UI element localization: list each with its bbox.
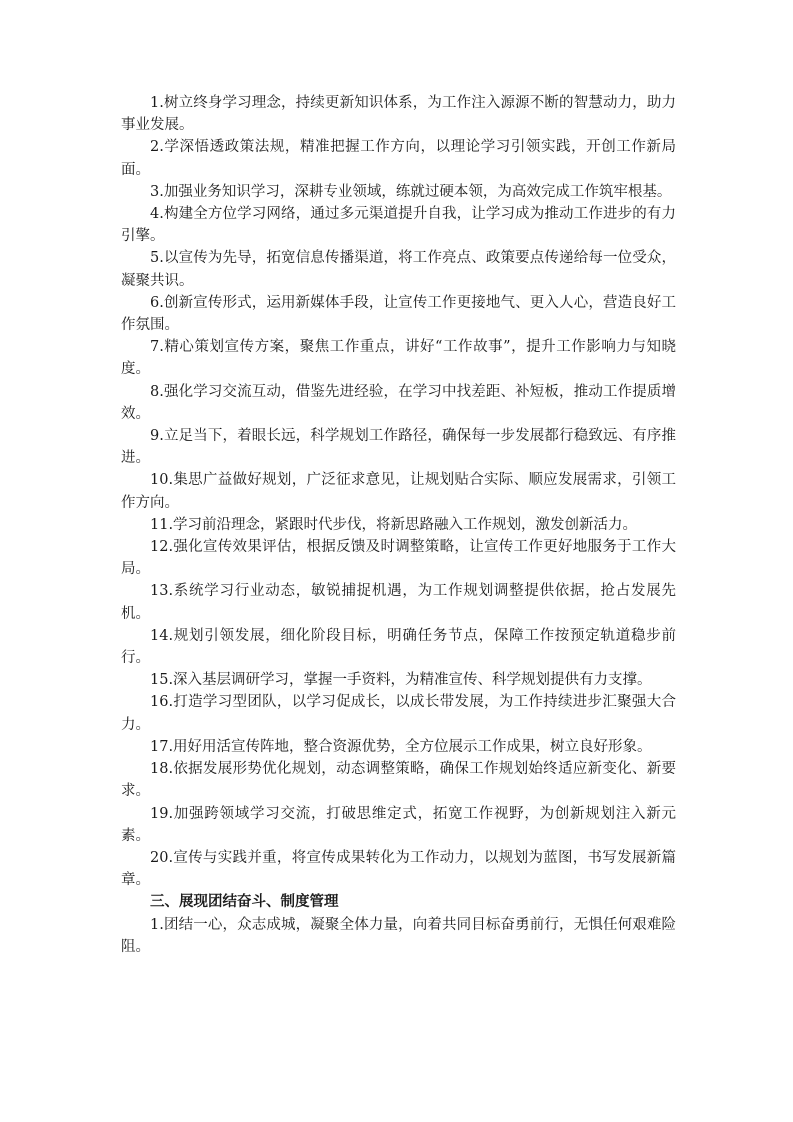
list-item: 4.构建全方位学习网络，通过多元渠道提升自我，让学习成为推动工作进步的有力引擎。	[121, 206, 676, 245]
list-item: 19.加强跨领域学习交流，打破思维定式，拓宽工作视野，为创新规划注入新元素。	[121, 805, 676, 844]
section-heading: 三、展现团结奋斗、制度管理	[150, 893, 339, 911]
list-item: 11.学习前沿理念，紧跟时代步伐，将新思路融入工作规划，激发创新活力。	[150, 516, 638, 533]
document-body	[121, 92, 676, 958]
list-item: 5.以宣传为先导，拓宽信息传播渠道，将工作亮点、政策要点传递给每一位受众，凝聚共识。	[121, 250, 676, 289]
list-item: 17.用好用活宣传阵地，整合资源优势，全方位展示工作成果，树立良好形象。	[150, 738, 652, 755]
list-item: 15.深入基层调研学习，掌握一手资料，为精准宣传、科学规划提供有力支撑。	[150, 672, 652, 689]
list-item: 10.集思广益做好规划，广泛征求意见，让规划贴合实际、顺应发展需求，引领工作方向。	[121, 472, 676, 511]
list-item: 13.系统学习行业动态，敏锐捕捉机遇，为工作规划调整提供依据，抢占发展先机。	[121, 583, 676, 622]
list-item: 2.学深悟透政策法规，精准把握工作方向，以理论学习引领实践，开创工作新局面。	[121, 139, 676, 178]
list-item: 12.强化宣传效果评估，根据反馈及时调整策略，让宣传工作更好地服务于工作大局。	[121, 539, 676, 578]
list-item: 18.依据发展形势优化规划，动态调整策略，确保工作规划始终适应新变化、新要求。	[121, 761, 676, 800]
list-item: 14.规划引领发展，细化阶段目标，明确任务节点，保障工作按预定轨道稳步前行。	[121, 627, 676, 667]
list-item: 20.宣传与实践并重，将宣传成果转化为工作动力，以规划为蓝图，书写发展新篇章。	[121, 849, 676, 889]
list-item: 8.强化学习交流互动，借鉴先进经验，在学习中找差距、补短板，推动工作提质增效。	[121, 383, 676, 422]
list-item: 9.立足当下，着眼长远，科学规划工作路径，确保每一步发展都行稳致远、有序推进。	[121, 428, 676, 467]
list-item: 16.打造学习型团队，以学习促成长，以成长带发展，为工作持续进步汇聚强大合力。	[121, 694, 676, 733]
list-item: 3.加强业务知识学习，深耕专业领域，练就过硬本领，为高效完成工作筑牢根基。	[150, 183, 672, 200]
list-item: 1.团结一心，众志成城，凝聚全体力量，向着共同目标奋勇前行，无惧任何艰难险阻。	[121, 916, 676, 955]
list-item: 1.树立终身学习理念，持续更新知识体系，为工作注入源源不断的智慧动力，助力事业发展。	[121, 95, 676, 134]
list-item: 7.精心策划宣传方案，聚焦工作重点，讲好“工作故事”，提升工作影响力与知晓度。	[121, 339, 676, 378]
list-item: 6.创新宣传形式，运用新媒体手段，让宣传工作更接地气、更入人心，营造良好工作氛围。	[121, 294, 676, 334]
